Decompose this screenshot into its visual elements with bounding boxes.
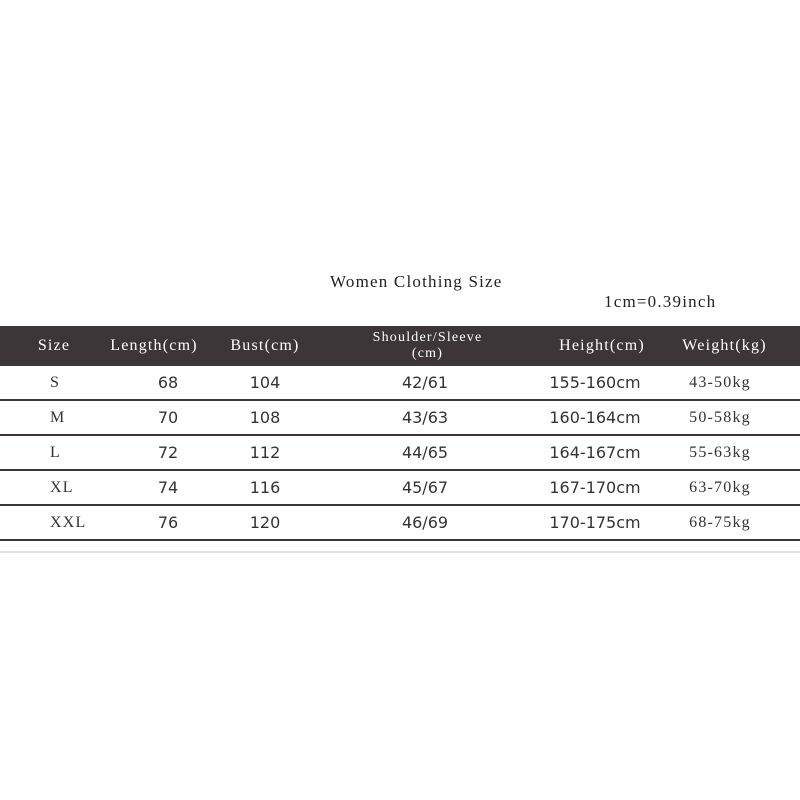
cell-size: M	[50, 408, 66, 426]
cell-height: 155-160cm	[549, 373, 641, 392]
cell-weight: 55-63kg	[689, 443, 751, 461]
cell-shoulder-sleeve: 45/67	[401, 478, 449, 497]
table-row	[0, 366, 800, 401]
cell-length: 68	[157, 373, 179, 392]
header-height: Height(cm)	[559, 337, 645, 354]
cell-size: XXL	[50, 513, 87, 531]
cell-length: 76	[157, 513, 179, 532]
cell-bust: 104	[249, 373, 281, 392]
header-shoulder-sleeve	[355, 326, 500, 366]
header-bust: Bust(cm)	[230, 337, 300, 354]
cell-bust: 108	[249, 408, 281, 427]
cell-height: 164-167cm	[549, 443, 641, 462]
table-row	[0, 471, 800, 506]
cell-weight: 43-50kg	[689, 373, 751, 391]
cell-height: 170-175cm	[549, 513, 641, 532]
cell-size: S	[50, 373, 61, 391]
cell-weight: 63-70kg	[689, 478, 751, 496]
cell-bust: 120	[249, 513, 281, 532]
cell-height: 167-170cm	[549, 478, 641, 497]
size-table	[0, 326, 800, 541]
cell-shoulder-sleeve: 44/65	[401, 443, 449, 462]
cell-shoulder-sleeve: 43/63	[401, 408, 449, 427]
table-row	[0, 436, 800, 471]
cell-bust: 112	[249, 443, 281, 462]
table-row	[0, 401, 800, 436]
header-size: Size	[37, 337, 71, 354]
header-length: Length(cm)	[110, 337, 198, 354]
header-shoulder-sleeve-line1: Shoulder/Sleeve	[372, 330, 483, 345]
cell-length: 74	[157, 478, 179, 497]
cell-length: 72	[157, 443, 179, 462]
page-title: Women Clothing Size	[330, 272, 503, 291]
header-weight: Weight(kg)	[682, 337, 767, 354]
cell-size: XL	[50, 478, 74, 496]
cell-height: 160-164cm	[549, 408, 641, 427]
header-shoulder-sleeve-line2: (cm)	[411, 346, 444, 361]
unit-conversion-note: 1cm=0.39inch	[604, 292, 717, 311]
table-row	[0, 506, 800, 541]
cell-size: L	[50, 443, 61, 461]
cell-shoulder-sleeve: 46/69	[401, 513, 449, 532]
cell-bust: 116	[249, 478, 281, 497]
cell-weight: 50-58kg	[689, 408, 751, 426]
cell-length: 70	[157, 408, 179, 427]
table-bottom-shadow	[0, 551, 800, 553]
cell-shoulder-sleeve: 42/61	[401, 373, 449, 392]
table-header	[0, 326, 800, 366]
cell-weight: 68-75kg	[689, 513, 751, 531]
